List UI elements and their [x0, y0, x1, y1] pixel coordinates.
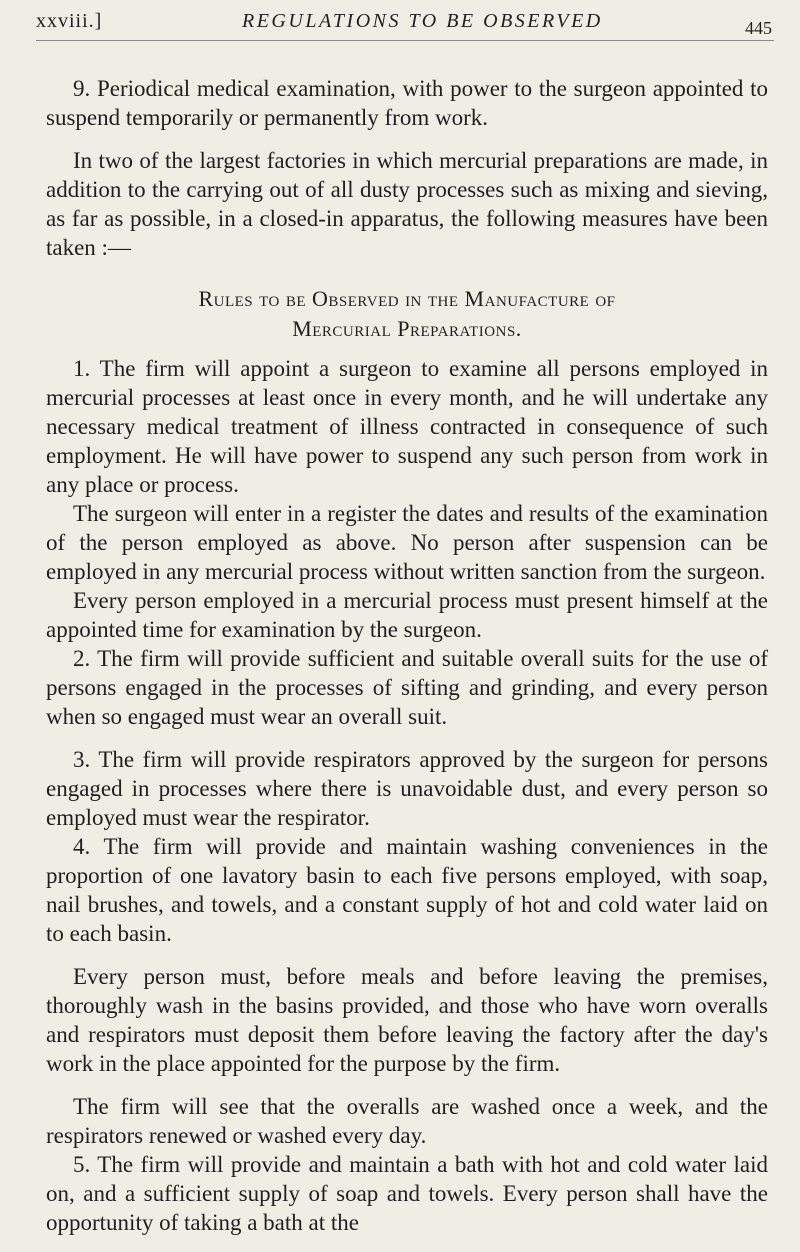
rule-1-attendance: Every person employed in a mercurial process must present himself at the appointed time for examination by the surgeon. — [46, 588, 768, 642]
rule-4-overalls: The firm will see that the overalls are washed once a week, and the respirators renewed or washed every day. — [46, 1094, 768, 1148]
rules-heading — [46, 284, 768, 344]
paragraph-intro: In two of the largest factories in which mercurial preparations are made, in addition to the carrying out of all dusty processes such as mixing and sieving, as far as possible, in a closed-in apparatus, the following measures have been taken :— — [46, 148, 768, 260]
paragraph-item-9: 9. Periodical medical examination, with power to the surgeon appointed to suspend temporarily or permanently from work. — [46, 76, 768, 130]
rule-5: 5. The firm will provide and maintain a bath with hot and cold water laid on, and a sufficient supply of soap and towels. Every person shall have the opportunity of taking a bath at the — [46, 1152, 768, 1235]
rule-2: 2. The firm will provide sufficient and suitable overall suits for the use of persons engaged in the processes of sifting and grinding, and every person when so engaged must wear an overall suit. — [46, 646, 768, 729]
rule-4: 4. The firm will provide and maintain washing conveniences in the proportion of one lavatory basin to each five persons employed, with soap, nail brushes, and towels, and a constant supply of hot and cold water laid on to each basin. — [46, 834, 768, 946]
rules-heading-line-2: Mercurial Preparations. — [292, 316, 522, 341]
rules-heading-line-1: Rules to be Observed in the Manufacture of — [198, 286, 616, 311]
rule-4-washing: Every person must, before meals and before leaving the premises, thoroughly wash in the basins provided, and those who have worn overalls and respirators must deposit them before leaving the factory after the day's work in the place appointed for the purpose by the firm. — [46, 964, 768, 1076]
running-header — [36, 6, 774, 41]
page-body — [46, 74, 768, 1237]
running-title: REGULATIONS TO BE OBSERVED — [242, 10, 603, 32]
page-number: 445 — [745, 18, 772, 38]
rule-1-register: The surgeon will enter in a register the dates and results of the examination of the person employed as above. No person after suspension can be employed in any mercurial process without written sanction from the surgeon. — [46, 501, 768, 584]
chapter-number: xxviii.] — [36, 10, 103, 32]
rule-1: 1. The firm will appoint a surgeon to examine all persons employed in mercurial processes at least once in every month, and he will undertake any necessary medical treatment of illness contracted in consequence of such employment. He will have power to suspend any such person from work in any place or process. — [46, 356, 768, 497]
rule-3: 3. The firm will provide respirators approved by the surgeon for persons engaged in processes where there is unavoidable dust, and every person so employed must wear the respirator. — [46, 747, 768, 830]
